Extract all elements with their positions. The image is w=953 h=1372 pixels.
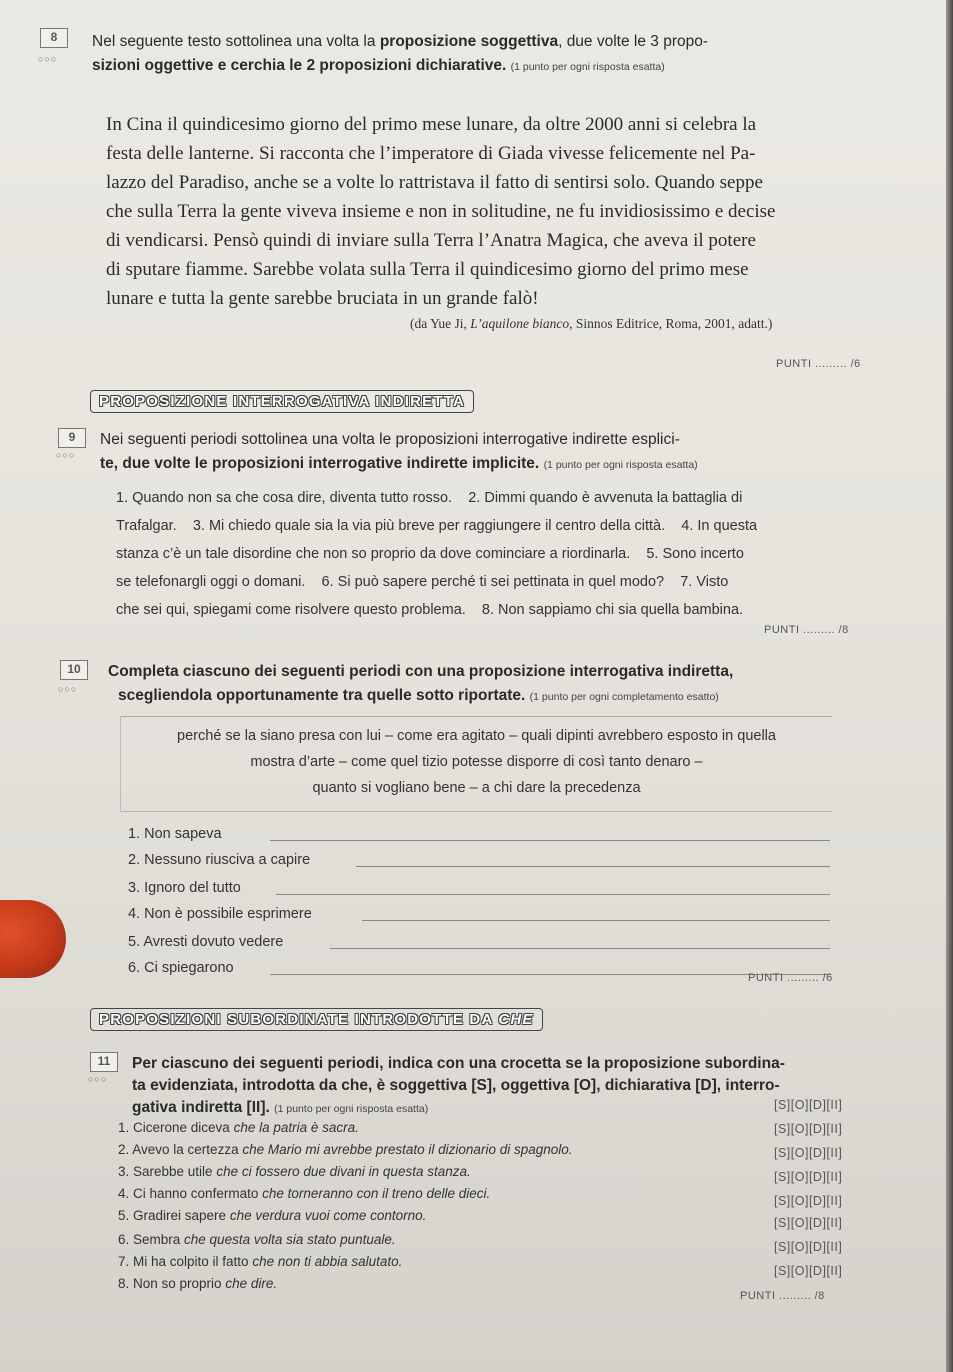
item-text: 4. Ci hanno confermato	[118, 1186, 263, 1201]
exercise-9-sentences	[116, 484, 936, 624]
instruction-bold: proposizione soggettiva	[379, 33, 559, 50]
points-note: (1 punto per ogni completamento esatto)	[529, 691, 719, 703]
difficulty-level: ○○○	[38, 54, 58, 64]
option-line: perché se la siano presa con lui – come era agitato – quali dipinti avrebbero esposto in quella	[177, 728, 776, 744]
points-note: (1 punto per ogni risposta esatta)	[510, 61, 665, 73]
item-highlighted: che dire.	[225, 1276, 278, 1291]
item-text: 8. Non so proprio	[118, 1276, 226, 1291]
points-score: PUNTI ......... /8	[740, 1290, 825, 1302]
item-text: 2. Avevo la certezza	[118, 1142, 243, 1157]
exercise-9-instruction-2	[100, 452, 940, 477]
sentence-line: Trafalgar. 3. Mi chiedo quale sia la via più breve per raggiungere il centro della città. 4. In questa	[116, 518, 758, 534]
checkbox-item-2	[118, 1142, 573, 1157]
difficulty-level: ○○○	[56, 450, 76, 460]
item-highlighted: che verdura vuoi come contorno.	[229, 1208, 427, 1223]
exercise-number-11: 11	[90, 1052, 118, 1072]
answer-options-box	[120, 716, 832, 812]
completion-item-6: 6. Ci spiegarono	[128, 960, 234, 976]
checkbox-item-5	[118, 1208, 426, 1223]
answer-line[interactable]	[356, 866, 830, 867]
item-text: 5. Gradirei sapere	[118, 1208, 230, 1223]
answer-line[interactable]	[270, 840, 830, 841]
points-score: PUNTI ......... /8	[764, 624, 849, 636]
completion-item-5: 5. Avresti dovuto vedere	[128, 934, 284, 950]
choice-boxes[interactable]: [S][O][D][II]	[774, 1240, 843, 1254]
answer-line[interactable]	[276, 894, 830, 895]
completion-item-1: 1. Non sapeva	[128, 826, 222, 842]
exercise-11-instruction	[132, 1052, 932, 1075]
instruction-bold: te, due volte le proposizioni interrogative indirette implicite.	[100, 455, 540, 472]
checkbox-item-6	[118, 1232, 396, 1247]
points-note: (1 punto per ogni risposta esatta)	[543, 459, 698, 471]
item-highlighted: che la patria è sacra.	[233, 1120, 359, 1135]
story-line: lunare e tutta la gente sarebbe bruciata in un grande falò!	[106, 288, 539, 309]
choice-boxes[interactable]: [S][O][D][II]	[774, 1170, 843, 1184]
exercise-9-instruction	[100, 428, 940, 451]
section-title-che: CHE	[498, 1011, 534, 1028]
exercise-8-instruction-2	[92, 54, 922, 79]
story-line: In Cina il quindicesimo giorno del primo mese lunare, da oltre 2000 anni si celebra la	[106, 114, 757, 135]
sentence-line: che sei qui, spiegami come risolvere questo problema. 8. Non sappiamo chi sia quella bambina.	[116, 602, 744, 618]
choice-boxes[interactable]: [S][O][D][II]	[774, 1146, 843, 1160]
section-title-interrogativa: PROPOSIZIONE INTERROGATIVA INDIRETTA	[90, 390, 474, 413]
option-line: quanto si vogliano bene – a chi dare la precedenza	[312, 780, 641, 796]
exercise-11-instruction-2	[132, 1074, 932, 1097]
choice-boxes[interactable]: [S][O][D][II]	[774, 1098, 843, 1112]
item-text: 1. Cicerone diceva	[118, 1120, 234, 1135]
exercise-number-10: 10	[60, 660, 88, 680]
sentence-line: 1. Quando non sa che cosa dire, diventa tutto rosso. 2. Dimmi quando è avvenuta la battaglia di	[116, 490, 743, 506]
instruction-text: , due volte le 3 propo-	[558, 33, 709, 50]
item-text: 3. Sarebbe utile	[118, 1164, 217, 1179]
instruction-bold: Completa ciascuno dei seguenti periodi con una proposizione interrogativa indiretta,	[108, 663, 734, 680]
completion-item-2: 2. Nessuno riusciva a capire	[128, 852, 311, 868]
section-title-text: PROPOSIZIONI SUBORDINATE INTRODOTTE DA	[99, 1011, 499, 1028]
exercise-8-instruction	[92, 30, 922, 53]
story-line: lazzo del Paradiso, anche se a volte lo rattristava il fatto di sentirsi solo. Quando seppe	[106, 172, 763, 193]
item-text: 6. Sembra	[118, 1232, 185, 1247]
story-line: di sputare fiamme. Sarebbe volata sulla Terra il quindicesimo giorno del primo mese	[106, 259, 749, 280]
story-line: di vendicarsi. Pensò quindi di inviare sulla Terra l’Anatra Magica, che aveva il potere	[106, 230, 756, 251]
completion-item-4: 4. Non è possibile esprimere	[128, 906, 312, 922]
points-note: (1 punto per ogni risposta esatta)	[274, 1103, 429, 1115]
checkbox-item-3	[118, 1164, 471, 1179]
option-line: mostra d’arte – come quel tizio potesse disporre di così tanto denaro –	[250, 754, 703, 770]
choice-boxes[interactable]: [S][O][D][II]	[774, 1122, 843, 1136]
answer-line[interactable]	[270, 974, 830, 975]
story-line: che sulla Terra la gente viveva insieme e non in solitudine, ne fu invidiosissimo e decise	[106, 201, 776, 222]
instruction-line: Nei seguenti periodi sottolinea una volta le proposizioni interrogative indirette esplici-	[100, 431, 680, 448]
checkbox-item-4	[118, 1186, 490, 1201]
choice-boxes[interactable]: [S][O][D][II]	[774, 1216, 843, 1230]
story-text	[106, 110, 926, 313]
source-title: L’aquilone bianco	[470, 316, 570, 331]
item-text: 7. Mi ha colpito il fatto	[118, 1254, 253, 1269]
sentence-line: se telefonargli oggi o domani. 6. Si può sapere perché ti sei pettinata in quel modo? 7. Visto	[116, 574, 729, 590]
exercise-10-instruction-2	[118, 684, 938, 709]
difficulty-level: ○○○	[88, 1074, 108, 1084]
points-score: PUNTI ......... /6	[776, 358, 861, 370]
exercise-number-8: 8	[40, 28, 68, 48]
item-highlighted: che torneranno con il treno delle dieci.	[262, 1186, 491, 1201]
source-text: (da Yue Ji,	[410, 316, 471, 331]
difficulty-level: ○○○	[58, 684, 78, 694]
source-text: , Sinnos Editrice, Roma, 2001, adatt.)	[569, 316, 773, 331]
checkbox-item-8	[118, 1276, 277, 1291]
choice-boxes[interactable]: [S][O][D][II]	[774, 1194, 843, 1208]
instruction-bold: scegliendola opportunamente tra quelle sotto riportate.	[118, 687, 526, 704]
checkbox-item-1	[118, 1120, 359, 1135]
exercise-10-instruction	[108, 660, 928, 683]
page-edge-shadow	[946, 0, 953, 1372]
answer-line[interactable]	[330, 948, 830, 949]
item-highlighted: che questa volta sia stato puntuale.	[184, 1232, 396, 1247]
points-score: PUNTI ......... /6	[748, 972, 833, 984]
answer-line[interactable]	[362, 920, 830, 921]
section-title-subordinate-che	[90, 1008, 543, 1031]
instruction-bold: gativa indiretta [II].	[132, 1099, 270, 1116]
instruction-text: Nel seguente testo sottolinea una volta la	[92, 33, 380, 50]
source-citation	[410, 316, 772, 332]
finger-photo	[0, 900, 66, 978]
exercise-number-9: 9	[58, 428, 86, 448]
instruction-bold: ta evidenziata, introdotta da che, è soggettiva [S], oggettiva [O], dichiarativa [D], interro-	[132, 1077, 780, 1094]
sentence-line: stanza c’è un tale disordine che non so proprio da dove cominciare a riordinarla. 5. Sono incerto	[116, 546, 744, 562]
instruction-bold: Per ciascuno dei seguenti periodi, indica con una crocetta se la proposizione subordina-	[132, 1055, 785, 1072]
instruction-bold: sizioni oggettive e cerchia le 2 proposizioni dichiarative.	[92, 57, 507, 74]
item-highlighted: che ci fossero due divani in questa stanza.	[216, 1164, 471, 1179]
story-line: festa delle lanterne. Si racconta che l’imperatore di Giada vivesse felicemente nel Pa-	[106, 143, 756, 164]
item-highlighted: che non ti abbia salutato.	[252, 1254, 403, 1269]
completion-item-3: 3. Ignoro del tutto	[128, 880, 241, 896]
item-highlighted: che Mario mi avrebbe prestato il dizionario di spagnolo.	[242, 1142, 573, 1157]
choice-boxes[interactable]: [S][O][D][II]	[774, 1264, 843, 1278]
checkbox-item-7	[118, 1254, 402, 1269]
